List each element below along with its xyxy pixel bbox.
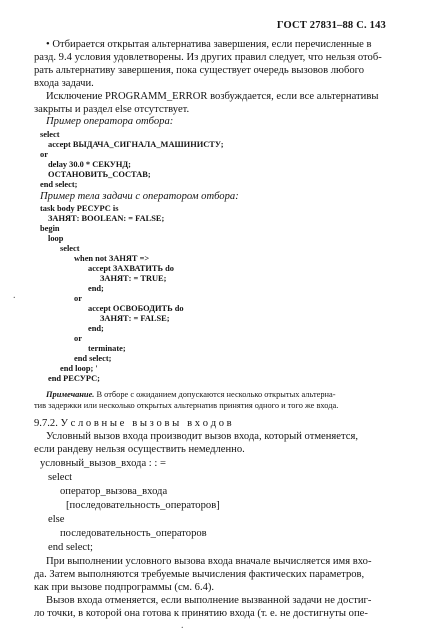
text-line: если рандеву нельзя осуществить немедленно. xyxy=(34,444,245,455)
page-header: ГОСТ 27831–88 С. 143 xyxy=(276,20,386,31)
text-line: task body РЕСУРС is xyxy=(40,204,119,213)
text-line: Пример тела задачи с оператором отбора: xyxy=(40,191,239,202)
text-line: Вызов входа отменяется, если выполнение вызванной задачи не достиг- xyxy=(46,595,372,606)
text-line: условный_вызов_входа : : = xyxy=(40,458,166,469)
text-line: end loop; ' xyxy=(60,364,98,373)
text-line: Условный вызов входа производит вызов входа, который отменяется, xyxy=(46,431,358,442)
text-line: else xyxy=(48,514,65,525)
text-line: terminate; xyxy=(88,344,126,353)
text-line: select xyxy=(40,130,60,139)
text-line: При выполнении условного вызова входа вначале вычисляется имя вхо- xyxy=(46,556,372,567)
text-line: разд. 9.4 условия удовлетворены. Из других правил следует, что нельзя отоб- xyxy=(34,52,382,63)
text-line: Пример оператора отбора: xyxy=(46,116,174,127)
text-line: входа задачи. xyxy=(34,78,94,89)
text-line: end; xyxy=(88,324,104,333)
text-line: ЗАНЯТ: BOOLEAN: = FALSE; xyxy=(48,214,165,223)
text-line: end РЕСУРС; xyxy=(48,374,100,383)
text-line: ЗАНЯТ: = TRUE; xyxy=(100,274,167,283)
text-line: or xyxy=(74,334,82,343)
text-line: 9.7.2. У с л о в н ы е в ы з о в ы в х о д о в xyxy=(34,418,232,429)
text-line: or xyxy=(40,150,48,159)
text-line: end; xyxy=(88,284,104,293)
text-line: end select; xyxy=(74,354,112,363)
text-line: begin xyxy=(40,224,60,233)
text-line: when not ЗАНЯТ => xyxy=(74,254,150,263)
text-line: end select; xyxy=(40,180,78,189)
text-line: Исключение PROGRAMM_ERROR возбуждается, если все альтернативы xyxy=(46,91,379,102)
text-line: закрыты и раздел else отсутствует. xyxy=(34,104,190,115)
text-line: accept ЗАХВАТИТЬ do xyxy=(88,264,174,273)
text-line: select xyxy=(60,244,80,253)
text-line: loop xyxy=(48,234,64,243)
text-line: да. Затем выполняются требуемые вычисления фактических параметров, xyxy=(34,569,365,580)
text-line: последовательность_операторов xyxy=(60,528,207,539)
text-line: Примечание. В отборе с ожиданием допускаются несколько открытых альтерна- xyxy=(46,390,336,399)
text-line: delay 30.0 * СЕКУНД; xyxy=(48,160,131,169)
text-line: accept ОСВОБОДИТЬ do xyxy=(88,304,184,313)
text-line: [последовательность_операторов] xyxy=(66,500,220,511)
text-line: select xyxy=(48,472,73,483)
text-line: • Отбирается открытая альтернатива завершения, если перечисленные в xyxy=(46,39,372,50)
text-line: как при вызове подпрограммы (см. 6.4). xyxy=(34,582,215,593)
text-line: or xyxy=(74,294,82,303)
margin-mark: . xyxy=(181,620,184,631)
text-line: accept ВЫДАЧА_СИГНАЛА_МАШИНИСТУ; xyxy=(48,140,224,149)
text-line: ло точки, в которой она готова к принятию входа (т. е. не достигнуты опе- xyxy=(34,608,368,619)
text-line: оператор_вызова_входа xyxy=(60,486,168,497)
text-line: тив задержки или несколько открытых альтернатив принятия одного и того же входа. xyxy=(34,401,339,410)
text-line: ОСТАНОВИТЬ_СОСТАВ; xyxy=(48,170,151,179)
margin-mark: . xyxy=(13,290,16,301)
text-line: рать альтернативу завершения, пока существует очередь вызовов любого xyxy=(34,65,365,76)
text-line: ЗАНЯТ: = FALSE; xyxy=(100,314,170,323)
text-line: end select; xyxy=(48,542,94,553)
